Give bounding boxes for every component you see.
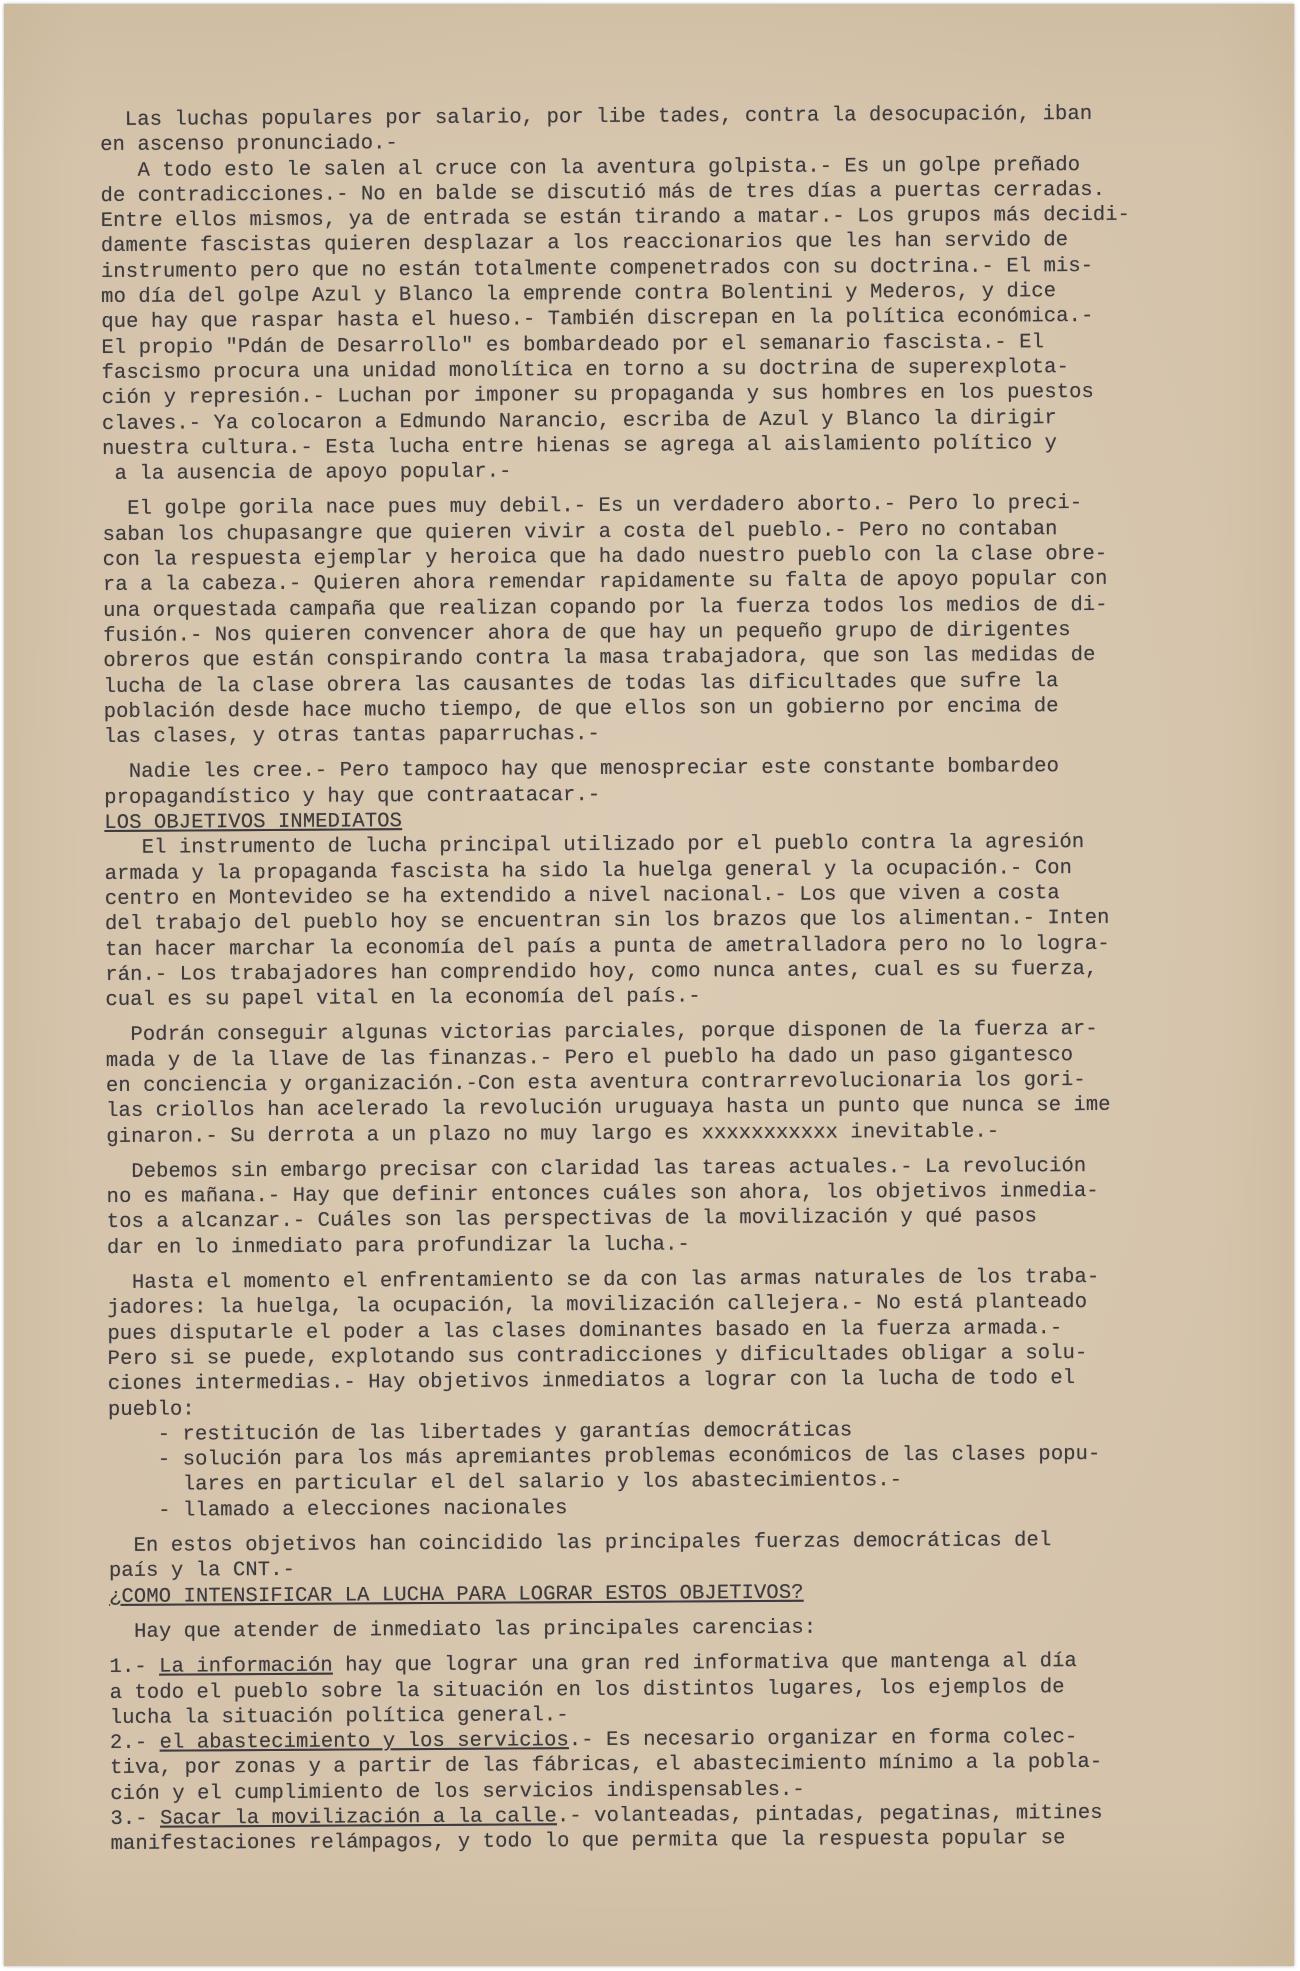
- item-number: 3.-: [110, 1807, 161, 1831]
- text-line: El instrumento de lucha principal utilizado por el pueblo contra la agresión: [104, 831, 1085, 861]
- text-line: las criollos han acelerado la revolución uruguaya hasta un punto que nunca se ime: [106, 1094, 1111, 1124]
- text-line: una orquestada campaña que realizan copando por la fuerza todos los medios de di-: [103, 593, 1108, 623]
- objectives-list: [108, 1416, 1199, 1524]
- text-line: damente fascistas quieren desplazar a los reaccionarios que les han servido de: [100, 229, 1069, 259]
- paragraph: [107, 1264, 1198, 1422]
- paragraph: [106, 1017, 1197, 1150]
- text-line: saban los chupasangre que quieren vivir a costa del pueblo.- Pero no contaban: [102, 517, 1058, 547]
- text-line: las clases, y otras tantas paparruchas.-: [103, 723, 601, 750]
- text-line: pueblo:: [107, 1397, 195, 1422]
- item-number: 2.-: [109, 1731, 160, 1756]
- text-line: rán.- Los trabajadores han comprendido hoy, como nunca antes, cual es su fuerza,: [105, 957, 1098, 987]
- text-line: cual es su papel vital en la economía del país.-: [105, 985, 701, 1013]
- numbered-item: [109, 1649, 1199, 1732]
- typed-page: [4, 4, 1294, 1966]
- text-line: de contradicciones.- No en balde se discutió más de tres días a puertas cerradas.: [100, 178, 1106, 208]
- text-line: manifestaciones relámpagos, y todo lo que permita que la respuesta popular se: [110, 1827, 1066, 1857]
- section-heading: LOS OBJETIVOS INMEDIATOS: [104, 810, 403, 836]
- text-line: pues disputarle el poder a las clases dominantes basado en la fuerza armada.-: [107, 1316, 1063, 1346]
- text-line: ción y represión.- Luchan por imponer su propaganda y sus hombres en los puestos: [101, 381, 1094, 411]
- numbered-item: [110, 1724, 1200, 1807]
- text-line: Entre ellos mismos, ya de entrada se están tirando a matar.- Los grupos más decidi-: [100, 203, 1131, 234]
- text-line: Podrán conseguir algunas victorias parciales, porque disponen de la fuerza ar-: [105, 1018, 1098, 1048]
- text-line: Hasta el momento el enfrentamiento se da con las armas naturales de los traba-: [107, 1265, 1100, 1296]
- text-line: A todo esto le salen al cruce con la aventura golpista.- Es un golpe preñado: [100, 153, 1081, 183]
- text-line: mada y de la llave de las finanzas.- Pero el pueblo ha dado un paso gigantesco: [105, 1043, 1074, 1073]
- numbered-item: [110, 1800, 1200, 1857]
- text-line: El golpe gorila nace pues muy debil.- Es un verdadero aborto.- Pero lo preci-: [102, 492, 1083, 522]
- text-line: ginaron.- Su derrota a un plazo no muy largo es xxxxxxxxxxx inevitable.-: [106, 1120, 1000, 1149]
- item-text: .- volanteadas, pintadas, pegatinas, mitines: [556, 1801, 1103, 1829]
- item-text: hay que lograr una gran red informativa que mantenga al día: [332, 1650, 1077, 1678]
- paragraph: [100, 101, 1192, 487]
- text-line: en ascenso pronunciado.-: [100, 132, 398, 158]
- paragraph: [104, 754, 1194, 811]
- text-line: tos a alcanzar.- Cuáles son las perspectivas de la movilización y qué pasos: [106, 1205, 1038, 1235]
- text-line: tan hacer marchar la economía del país a punta de ametralladora pero no lo logra-: [105, 932, 1110, 962]
- text-line: a la ausencia de apoyo popular.-: [102, 460, 512, 487]
- paragraph: [109, 1527, 1199, 1584]
- text-line: en conciencia y organización.-Con esta aventura contrarrevolucionaria los gori-: [105, 1068, 1086, 1098]
- text-line: ciones intermedias.- Hay objetivos inmediatos a lograr con la lucha de todo el: [107, 1367, 1076, 1397]
- document-body: [100, 101, 1201, 1857]
- list-item: lares en particular el del salario y los abastecimientos.-: [108, 1469, 903, 1498]
- text-line: Hay que atender de inmediato las principales carencias:: [109, 1616, 817, 1644]
- text-line: ción y el cumplimiento de los servicios indispensables.-: [110, 1778, 805, 1806]
- text-line: instrumento pero que no están totalmente compenetrados con su doctrina.- El mis-: [100, 254, 1094, 284]
- paragraph: [104, 830, 1195, 1014]
- text-line: mo día del golpe Azul y Blanco la emprende contra Bolentini y Mederos, y dice: [101, 280, 1057, 310]
- list-item: - restitución de las libertades y garantías democráticas: [108, 1419, 853, 1447]
- text-line: Pero si se puede, explotando sus contradicciones y dificultades obligar a solu-: [107, 1341, 1088, 1371]
- text-line: fascismo procura una unidad monolítica en torno a su doctrina de superexplota-: [101, 356, 1070, 385]
- text-line: país y la CNT.-: [108, 1559, 296, 1584]
- text-line: Las luchas populares por salario, por libe tades, contra la desocupación, iban: [100, 102, 1093, 132]
- text-line: dar en lo inmediato para profundizar la lucha.-: [106, 1233, 690, 1260]
- item-title: Sacar la movilización a la calle: [159, 1805, 558, 1831]
- text-line: Nadie les cree.- Pero tampoco hay que menospreciar este constante bombardeo: [103, 755, 1060, 785]
- text-line: lucha de la clase obrera las causantes de todas las dificultades que sufre la: [103, 669, 1059, 699]
- text-line: ra a la cabeza.- Quieren ahora remendar rapidamente su falta de apoyo popular con: [102, 568, 1108, 598]
- text-line: del trabajo del pueblo hoy se encuentran sin los brazos que los alimentan.- Inten: [104, 907, 1110, 937]
- text-line: armada y la propaganda fascista ha sido la huelga general y la ocupación.- Con: [104, 856, 1073, 886]
- text-line: En estos objetivos han coincidido las principales fuerzas democráticas del: [108, 1529, 1052, 1559]
- text-line: claves.- Ya colocaron a Edmundo Narancio, escriba de Azul y Blanco la dirigir: [101, 406, 1057, 436]
- item-number: 1.-: [109, 1655, 160, 1680]
- text-line: propagandístico y hay que contraatacar.-: [104, 783, 601, 810]
- text-line: centro en Montevideo se ha extendido a nivel nacional.- Los que viven a costa: [104, 882, 1060, 911]
- paragraph: [106, 1153, 1197, 1261]
- text-line: que hay que raspar hasta el hueso.- También discrepan en la política económica.-: [101, 305, 1094, 335]
- item-text: .- Es necesario organizar en forma colec-: [568, 1726, 1078, 1753]
- text-line: Debemos sin embargo precisar con claridad las tareas actuales.- La revolución: [106, 1154, 1087, 1184]
- item-title: el abastecimiento y los servicios: [159, 1729, 569, 1755]
- text-line: obreros que están conspirando contra la masa trabajadora, que son las medidas de: [103, 644, 1096, 674]
- paragraph: [102, 491, 1194, 751]
- text-line: no es mañana.- Hay que definir entonces cuáles son ahora, los objetivos inmedia-: [106, 1180, 1099, 1210]
- item-title: La información: [159, 1654, 333, 1679]
- text-line: tiva, por zonas y a partir de las fábricas, el abastecimiento mínimo a la pobla-: [110, 1751, 1103, 1781]
- text-line: a todo el pueblo sobre la situación en los distintos lugares, los ejemplos de: [109, 1675, 1065, 1705]
- text-line: fusión.- Nos quieren convencer ahora de que hay un pequeño grupo de dirigentes: [103, 619, 1071, 648]
- list-item: - solución para los más apremiantes problemas económicos de las clases popu-: [108, 1443, 1101, 1473]
- text-line: lucha la situación política general.-: [109, 1703, 569, 1730]
- section-heading: ¿COMO INTENSIFICAR LA LUCHA PARA LOGRAR ESTOS OBJETIVOS?: [109, 1581, 804, 1609]
- text-line: nuestra cultura.- Esta lucha entre hienas se agrega al aislamiento político y: [102, 432, 1058, 461]
- text-line: El propio "Pdán de Desarrollo" es bombardeado por el semanario fascista.- El: [101, 330, 1045, 360]
- text-line: con la respuesta ejemplar y heroica que ha dado nuestro pueblo con la clase obre-: [102, 542, 1108, 573]
- list-item: - llamado a elecciones nacionales: [108, 1496, 568, 1523]
- text-line: población desde hace mucho tiempo, de que ellos son un gobierno por encima de: [103, 694, 1059, 724]
- text-line: jadores: la huelga, la ocupación, la movilización callejera.- No está planteado: [107, 1291, 1088, 1321]
